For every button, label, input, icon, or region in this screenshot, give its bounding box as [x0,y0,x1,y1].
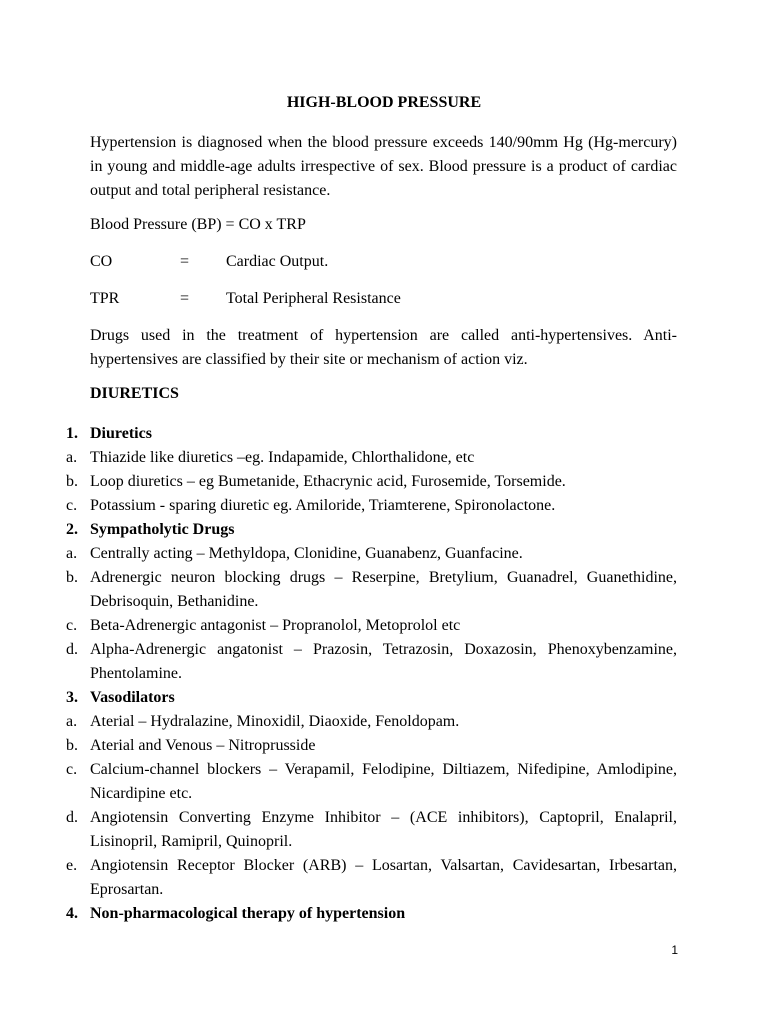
list-item-text: Aterial and Venous – Nitroprusside [90,737,316,754]
list-item [0,806,768,854]
list-item-text: Centrally acting – Methyldopa, Clonidine, Guanabenz, Guanfacine. [90,545,523,562]
list-item [0,542,768,566]
list-item [0,614,768,638]
list-marker: d. [66,641,78,658]
list-item-text: Beta-Adrenergic antagonist – Propranolol, Metoprolol etc [90,617,461,634]
formula-line: Blood Pressure (BP) = CO x TRP [90,216,306,233]
list-marker: 4. [66,905,78,922]
list-marker: b. [66,569,78,586]
list-item [0,566,768,614]
list-item-text: Angiotensin Receptor Blocker (ARB) – Losartan, Valsartan, Cavidesartan, Irbesartan, Eprosartan. [90,857,677,898]
list-marker: c. [66,617,78,634]
list-marker: 3. [66,689,78,706]
list-item-text: Loop diuretics – eg Bumetanide, Ethacrynic acid, Furosemide, Torsemide. [90,473,566,490]
list-section-title: Non-pharmacological therapy of hypertension [90,905,406,922]
list-item [0,758,768,806]
classification-paragraph: Drugs used in the treatment of hypertension are called anti-hypertensives. Anti-hypertensives are classified by their site or mechanism of action viz. [90,327,677,368]
definition-term: TPR [90,290,120,307]
definition-equals: = [180,290,190,307]
list-marker: e. [66,857,78,874]
intro-paragraph: Hypertension is diagnosed when the blood pressure exceeds 140/90mm Hg (Hg-mercury) in young and middle-age adults irrespective of sex. Blood pressure is a product of cardiac output and total peripheral resistance. [90,134,677,199]
list-item-text: Potassium - sparing diuretic eg. Amiloride, Triamterene, Spironolactone. [90,497,556,514]
page-number: 1 [671,943,678,957]
list-section [0,422,768,446]
list-section-title: Diuretics [90,425,152,442]
definition-meaning: Total Peripheral Resistance [226,290,401,307]
list-section-title: Sympatholytic Drugs [90,521,235,538]
list-marker: a. [66,449,78,466]
list-item [0,470,768,494]
list-item [0,494,768,518]
list-marker: a. [66,545,78,562]
list-item [0,638,768,686]
list-item-text: Aterial – Hydralazine, Minoxidil, Diaoxide, Fenoldopam. [90,713,460,730]
definition-equals: = [180,253,190,270]
list-item [0,734,768,758]
section-heading: DIURETICS [90,385,179,402]
list-marker: 2. [66,521,78,538]
list-item-text: Angiotensin Converting Enzyme Inhibitor – (ACE inhibitors), Captopril, Enalapril, Lisinopril, Ramipril, Quinopril. [90,809,677,850]
list-marker: a. [66,713,78,730]
drug-classification-list [0,422,768,926]
list-item [0,446,768,470]
list-item-text: Alpha-Adrenergic angatonist – Prazosin, Tetrazosin, Doxazosin, Phenoxybenzamine, Phentolamine. [90,641,677,682]
definition-row [90,250,328,274]
list-item [0,854,768,902]
list-section [0,518,768,542]
list-marker: 1. [66,425,78,442]
list-marker: c. [66,761,78,778]
list-marker: b. [66,473,78,490]
list-marker: b. [66,737,78,754]
list-section [0,902,768,926]
list-item-text: Calcium-channel blockers – Verapamil, Felodipine, Diltiazem, Nifedipine, Amlodipine, Nicardipine etc. [90,761,677,802]
list-marker: c. [66,497,78,514]
page-title: HIGH-BLOOD PRESSURE [286,94,482,111]
list-item-text: Adrenergic neuron blocking drugs – Reserpine, Bretylium, Guanadrel, Guanethidine, Debrisoquin, Bethanidine. [90,569,677,610]
list-marker: d. [66,809,78,826]
list-section [0,686,768,710]
definition-term: CO [90,253,113,270]
definition-meaning: Cardiac Output. [226,253,329,270]
list-item [0,710,768,734]
definition-row [90,287,401,311]
list-section-title: Vasodilators [90,689,175,706]
list-item-text: Thiazide like diuretics –eg. Indapamide, Chlorthalidone, etc [90,449,475,466]
